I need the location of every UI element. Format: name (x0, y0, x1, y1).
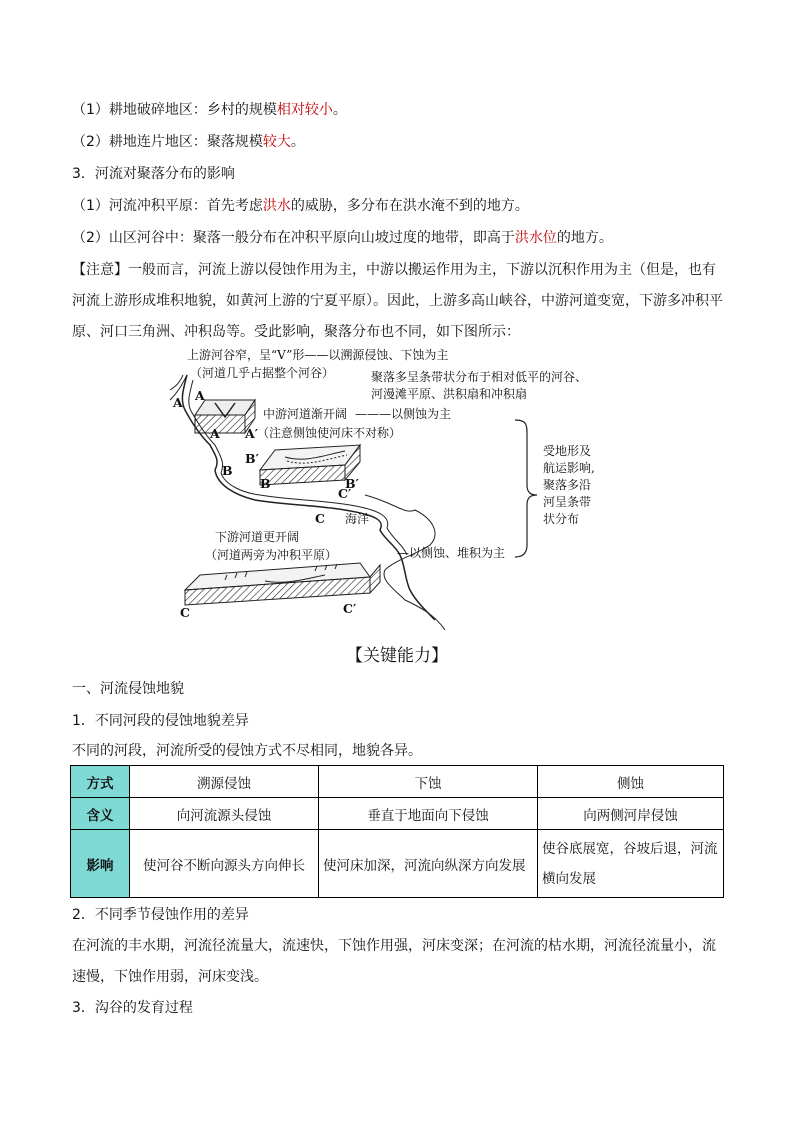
text-line-2: （2）耕地连片地区：聚落规模较大。 (72, 134, 305, 150)
label-b-prime: B′ (345, 476, 359, 491)
upper-caption: 上游河谷窄，呈“V”形——以溯源侵蚀、下蚀为主 (187, 348, 449, 362)
table-header-cell: 溯源侵蚀 (130, 766, 319, 798)
lower-caption-3: —以侧蚀、堆积为主 (397, 546, 506, 560)
label-b-left: B (222, 463, 233, 478)
table-cell: 垂直于地面向下侵蚀 (319, 798, 538, 830)
body-line-5: 在河流的丰水期，河流径流量大，流速快，下蚀作用强，河床变深；在河流的枯水期，河流径流量小，流速慢，下蚀作用弱，河床变浅。 (72, 938, 716, 985)
lower-block (185, 563, 380, 605)
label-a-left: A (173, 395, 183, 410)
brace-text-4: 河呈条带 (543, 495, 592, 509)
label-c-bottom: C (180, 605, 190, 620)
table-row (71, 798, 724, 830)
text-line-4: （1）河流冲积平原：首先考虑洪水的威胁，多分布在洪水淹不到的地方。 (72, 198, 529, 214)
brace-text-1: 受地形及 (543, 444, 592, 458)
brace-text-5: 状分布 (543, 512, 580, 526)
note-paragraph: 【注意】一般而言，河流上游以侵蚀作用为主，中游以搬运作用为主，下游以沉积作用为主（但是，也有河流上游形成堆积地貌，如黄河上游的宁夏平原）。因此，上游多高山峡谷，中游河道变宽，下游多冲积平原、河口三角洲、冲积岛等。受此影响，聚落分布也不同，如下图所示： (72, 262, 723, 340)
body-line-1: 一、河流侵蚀地貌 (72, 681, 184, 697)
label-b-top: B′ (245, 451, 259, 466)
river-settlement-diagram (165, 345, 605, 630)
table-header-cell: 侧蚀 (538, 766, 724, 798)
text-line-3: 3．河流对聚落分布的影响 (72, 166, 235, 182)
body-line-4: 2．不同季节侵蚀作用的差异 (72, 907, 249, 923)
body-line-6: 3．沟谷的发育过程 (72, 1000, 193, 1016)
label-a-top: A (195, 388, 205, 403)
table-header-cell: 下蚀 (319, 766, 538, 798)
table-cell: 使河谷不断向源头方向伸长 (130, 830, 319, 898)
label-c-prime-mid: C′ (338, 486, 352, 501)
text-line-1: （1）耕地破碎地区：乡村的规模相对较小。 (72, 102, 347, 118)
label-c-mid: C (315, 511, 325, 526)
brace-text-3: 聚落多沿 (543, 478, 592, 492)
upper-caption-2: （河道几乎占据整个河谷） (190, 366, 335, 380)
middle-caption-2: （注意侧蚀使河床不对称） (257, 426, 402, 440)
table-cell: 向两侧河岸侵蚀 (538, 798, 724, 830)
sea-label: 海洋 (345, 512, 370, 526)
table-cell: 向河流源头侵蚀 (130, 798, 319, 830)
text-line-5: （2）山区河谷中：聚落一般分布在冲积平原向山坡过度的地带，即高于洪水位的地方。 (72, 230, 613, 246)
body-line-3: 不同的河段，河流所受的侵蚀方式不尽相同，地貌各异。 (72, 743, 422, 759)
table-row-header: 含义 (71, 798, 130, 830)
label-a-prime: A′ (245, 426, 258, 441)
section-title: 【关键能力】 (346, 646, 448, 666)
middle-caption-b: ———以侧蚀为主 (355, 407, 452, 421)
brace-text-2: 航运影响, (543, 461, 595, 475)
settlement-caption-2: 河漫滩平原、洪积扇和冲积扇 (371, 387, 528, 401)
table-cell: 使谷底展宽，谷坡后退，河流横向发展 (538, 830, 724, 898)
label-b-bottom: B (260, 476, 271, 491)
table-row-header: 影响 (71, 830, 130, 898)
middle-caption: 中游河道渐开阔 (263, 407, 348, 421)
table-header-cell: 方式 (71, 766, 130, 798)
table-row (71, 830, 724, 898)
label-a-bottom: A (210, 426, 220, 441)
erosion-table (70, 765, 724, 898)
table-cell: 使河床加深，河流向纵深方向发展 (319, 830, 538, 898)
body-line-2: 1．不同河段的侵蚀地貌差异 (72, 713, 249, 729)
table-row (71, 766, 724, 798)
brace (515, 420, 537, 557)
lower-caption-2: （河道两旁为冲积平原） (205, 548, 338, 562)
lower-caption: 下游河道更开阔 (215, 530, 300, 544)
coastline (365, 495, 445, 630)
label-c-prime-bottom: C′ (343, 601, 357, 616)
settlement-caption-1: 聚落多呈条带状分布于相对低平的河谷、 (371, 370, 588, 384)
